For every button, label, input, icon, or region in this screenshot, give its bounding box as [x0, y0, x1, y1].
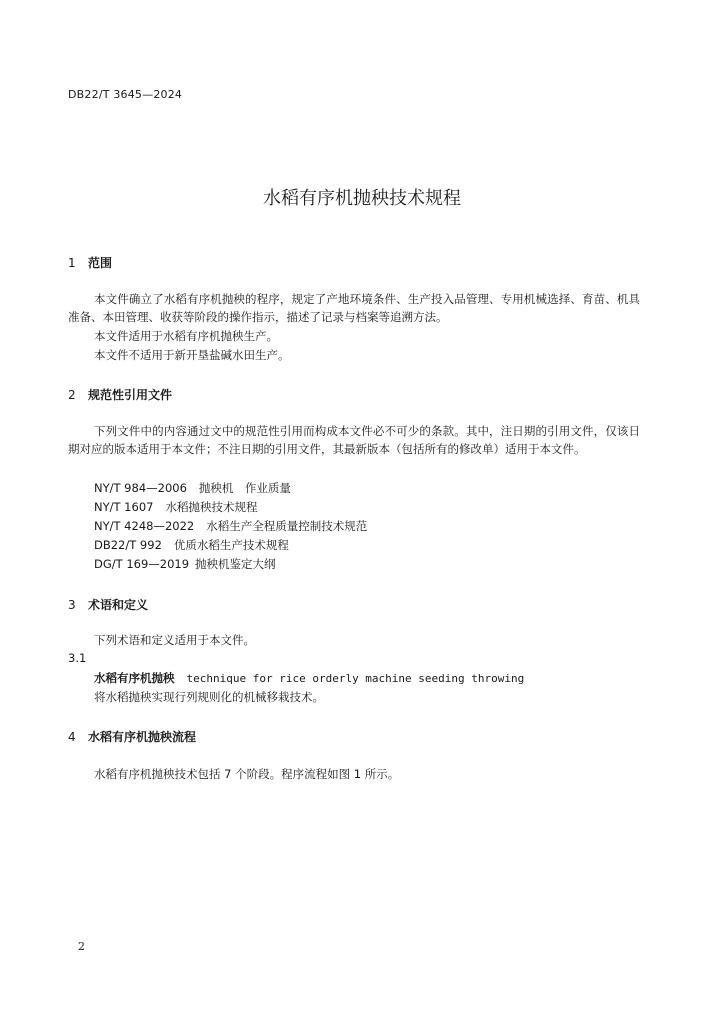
reference-item: [94, 518, 367, 534]
section-number: 3: [68, 598, 76, 612]
reference-code: DG/T 169—2019: [94, 557, 190, 571]
scope-paragraph-3: 本文件不适用于新开垦盐碱水田生产。: [94, 348, 290, 362]
reference-code: NY/T 4248—2022: [94, 519, 195, 533]
section-title: 水稻有序机抛秧流程: [88, 730, 197, 744]
standard-code: DB22/T 3645—2024: [68, 88, 183, 101]
term-definition: 将水稻抛秧实现行列规则化的机械移栽技术。: [94, 690, 324, 704]
section-number: 2: [68, 388, 76, 402]
section-title: 规范性引用文件: [88, 388, 173, 402]
reference-name: 抛秧机鉴定大纲: [195, 557, 276, 571]
section-number: 1: [68, 256, 76, 270]
section-4-heading: [68, 728, 196, 745]
term-english: technique for rice orderly machine seeding throwing: [186, 672, 525, 685]
reference-item: [94, 480, 291, 496]
reference-item: [94, 499, 257, 515]
process-paragraph: 水稻有序机抛秧技术包括 7 个阶段。程序流程如图 1 所示。: [94, 767, 400, 781]
section-title: 范围: [88, 256, 113, 270]
normative-references-intro: 下列文件中的内容通过文中的规范性引用而构成本文件必不可少的条款。其中，注日期的引用文件，仅该日期对应的版本适用于本文件；不注日期的引用文件，其最新版本（包括所有的修改单）适用于本文件。: [68, 424, 640, 456]
term-entry: [94, 670, 524, 686]
section-2-heading: [68, 386, 172, 403]
section-title: 术语和定义: [88, 598, 149, 612]
reference-name: 优质水稻生产技术规程: [173, 538, 289, 552]
section-number: 4: [68, 730, 76, 744]
reference-code: NY/T 1607: [94, 500, 154, 514]
reference-name: 水稻抛秧技术规程: [165, 500, 258, 514]
section-1-heading: [68, 254, 112, 271]
reference-item: [94, 537, 289, 553]
reference-name: 水稻生产全程质量控制技术规范: [206, 519, 368, 533]
terms-intro: 下列术语和定义适用于本文件。: [94, 633, 255, 647]
reference-name: 抛秧机 作业质量: [198, 481, 291, 495]
scope-paragraph-2: 本文件适用于水稻有序机抛秧生产。: [94, 329, 278, 343]
document-title: 水稻有序机抛秧技术规程: [263, 188, 461, 209]
reference-code: DB22/T 992: [94, 538, 162, 552]
reference-item: [94, 556, 276, 572]
scope-paragraph-1: 本文件确立了水稻有序机抛秧的程序，规定了产地环境条件、生产投入品管理、专用机械选择、育苗、机具准备、本田管理、收获等阶段的操作指示，描述了记录与档案等追溯方法。: [68, 292, 640, 324]
section-3-heading: [68, 596, 148, 613]
term-chinese: 水稻有序机抛秧: [94, 671, 175, 685]
page-number: 2: [78, 940, 85, 953]
reference-code: NY/T 984—2006: [94, 481, 187, 495]
term-number: 3.1: [68, 651, 87, 665]
